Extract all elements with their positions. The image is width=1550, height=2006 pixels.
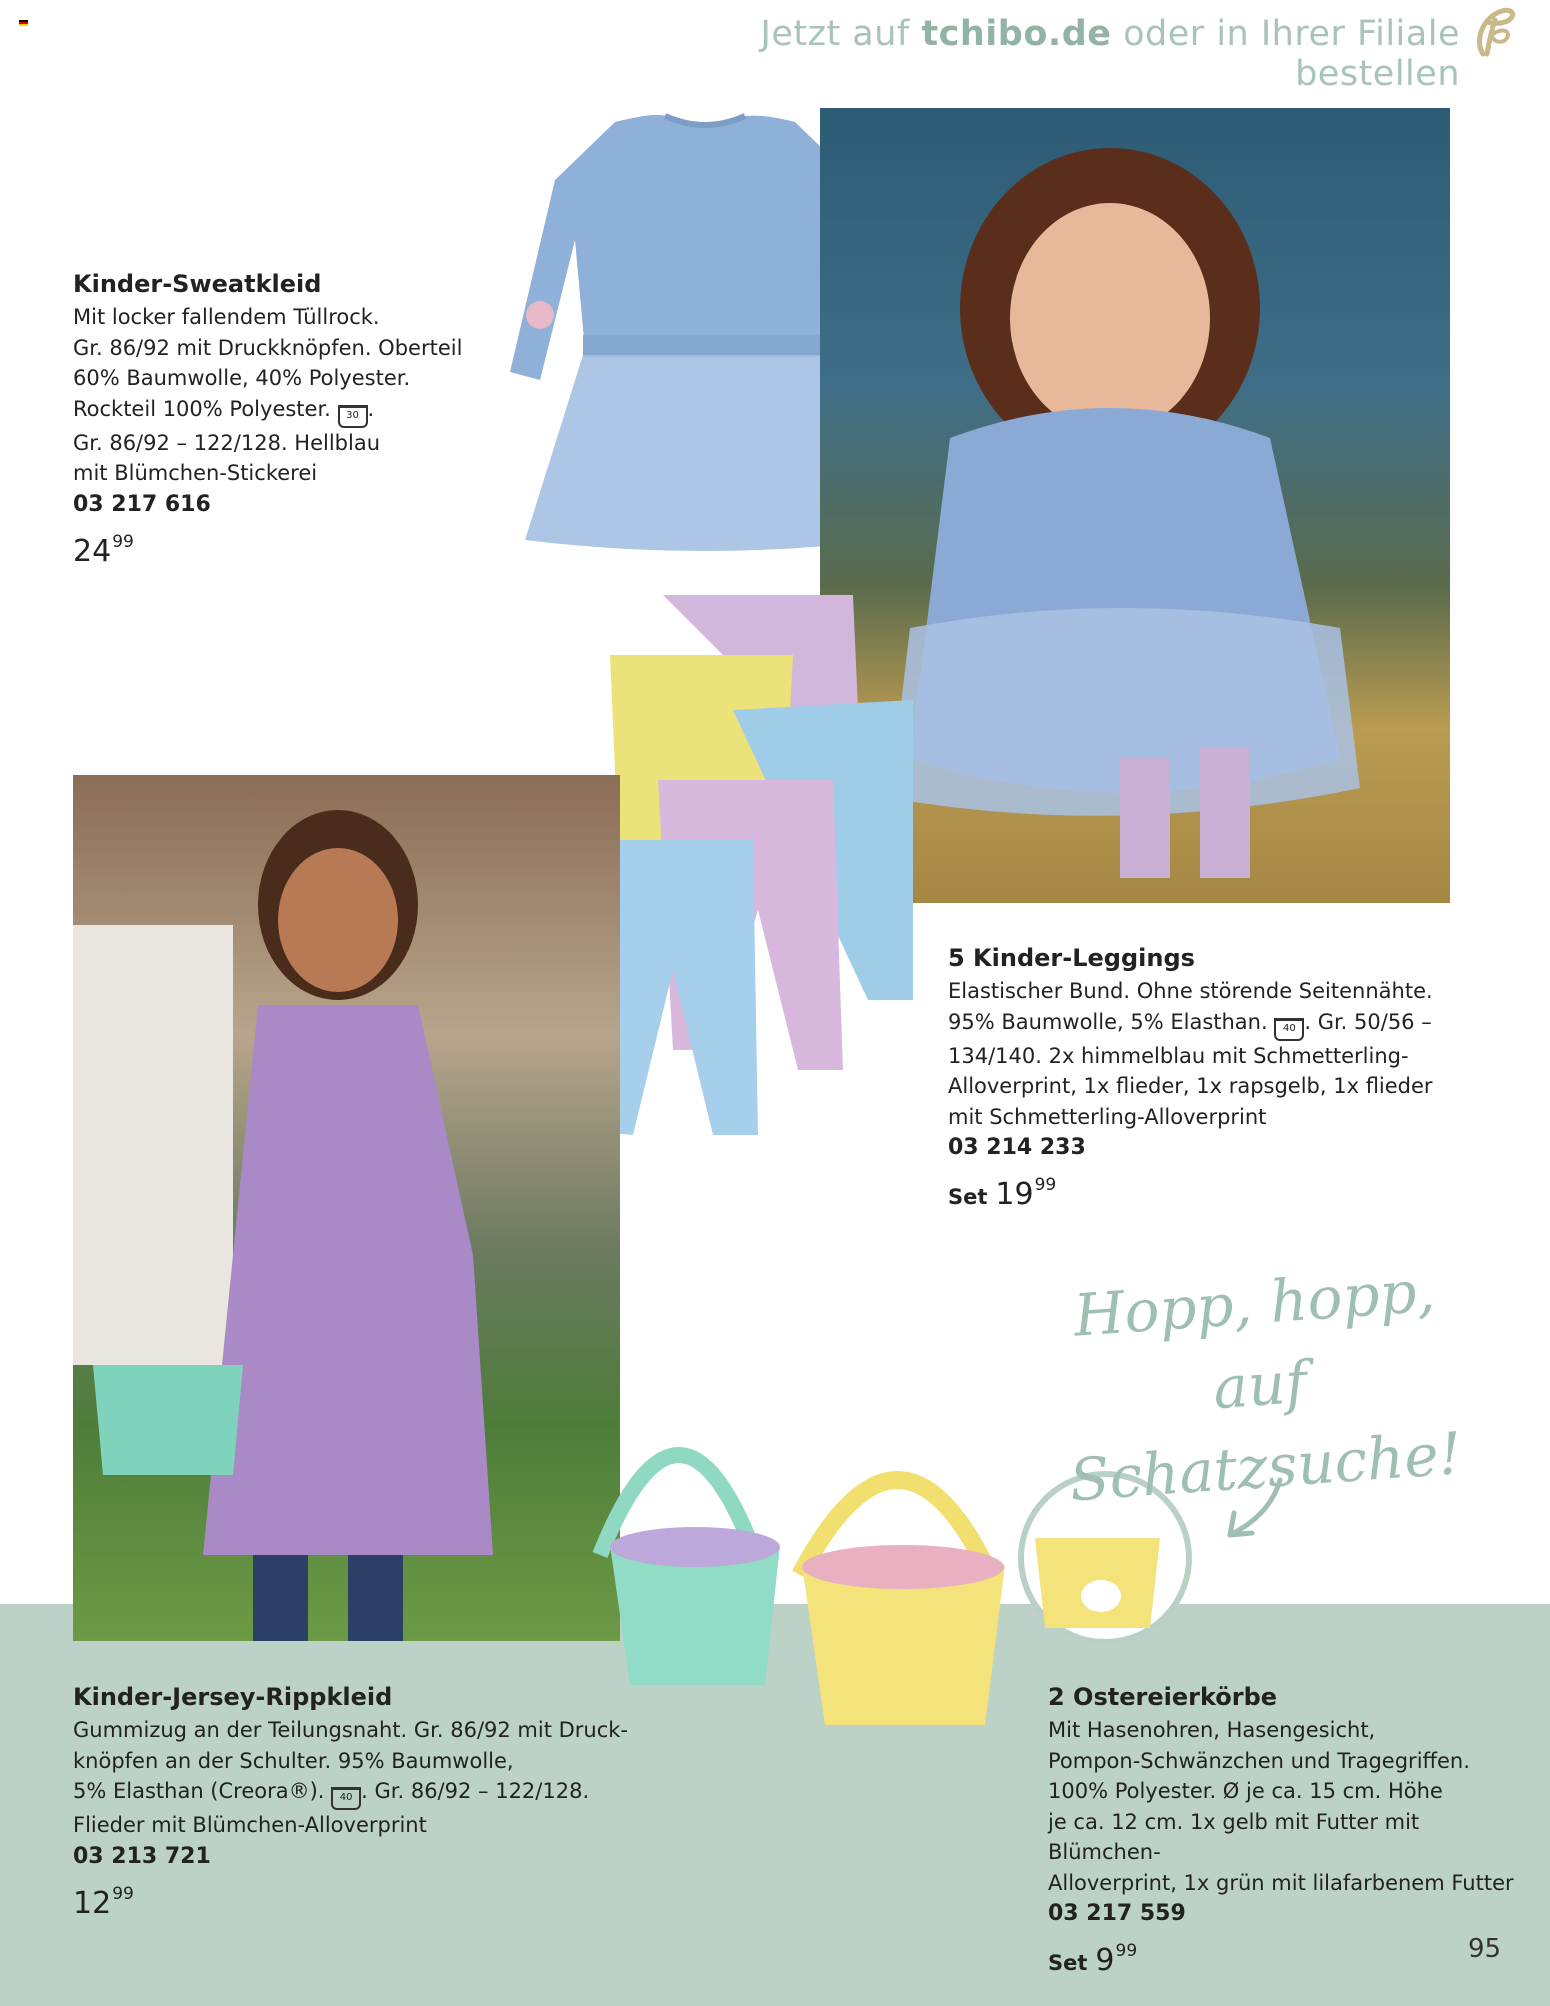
- sweatkleid-line: Rockteil 100% Polyester.: [73, 396, 331, 421]
- sweatkleid-line: 60% Baumwolle, 40% Polyester.: [73, 366, 411, 390]
- rippkleid-line: . Gr. 86/92 – 122/128.: [361, 1779, 590, 1803]
- leggings-product-image: [578, 590, 918, 1140]
- koerbe-line: Pompon-Schwänzchen und Tragegriffen.: [1048, 1748, 1470, 1773]
- leggings-line: mit Schmetterling-Alloverprint: [948, 1104, 1267, 1129]
- leggings-price: [948, 1175, 1468, 1212]
- leggings-line: Alloverprint, 1x flieder, 1x rapsgelb, 1x flieder: [948, 1074, 1433, 1098]
- header-banner: [600, 14, 1460, 94]
- koerbe-line: Mit Hasenohren, Hasengesicht,: [1048, 1718, 1376, 1742]
- rippkleid-title: Kinder-Jersey-Rippkleid: [73, 1683, 393, 1711]
- leggings-info: [948, 944, 1468, 1212]
- leggings-line: 95% Baumwolle, 5% Elasthan.: [948, 1009, 1268, 1034]
- sweatkleid-line: Gr. 86/92 – 122/128. Hellblau: [73, 430, 381, 455]
- leggings-article-number: 03 214 233: [948, 1135, 1086, 1160]
- koerbe-line: je ca. 12 cm. 1x gelb mit Futter mit Blümchen-: [1048, 1809, 1420, 1864]
- leggings-title: 5 Kinder-Leggings: [948, 944, 1195, 972]
- koerbe-line: 100% Polyester. Ø je ca. 15 cm. Höhe: [1048, 1779, 1443, 1803]
- wash-symbol-icon: 40: [1274, 1018, 1304, 1041]
- flag-icon: [19, 20, 28, 26]
- rippkleid-line: Flieder mit Blümchen-Alloverprint: [73, 1813, 427, 1837]
- sweatkleid-line: Gr. 86/92 mit Druckknöpfen. Oberteil: [73, 335, 463, 360]
- slogan-line-1: Hopp, hopp, auf: [1071, 1256, 1438, 1423]
- koerbe-info: [1048, 1683, 1528, 1978]
- koerbe-article-number: 03 217 559: [1048, 1901, 1186, 1926]
- price-cents: 99: [1034, 1175, 1057, 1195]
- rippkleid-info: [73, 1683, 633, 1921]
- rippkleid-article-number: 03 213 721: [73, 1843, 211, 1869]
- sweatkleid-article-number: 03 217 616: [73, 491, 211, 517]
- leggings-line: Elastischer Bund. Ohne störende Seitennähte.: [948, 979, 1433, 1003]
- wash-symbol-icon: 30: [338, 405, 368, 428]
- sweatkleid-title: Kinder-Sweatkleid: [73, 270, 322, 298]
- price-cents: 99: [1115, 1941, 1138, 1961]
- leggings-line: . Gr. 50/56 –: [1304, 1009, 1432, 1034]
- sweatkleid-info: Kinder-Sweatkleid Mit locker fallendem Tüllrock. Gr. 86/92 mit Druckknöpfen. Oberteil 60% Baumwolle, 40% Polyester. Rockteil 100% Polyester. 30 . Gr. 86/92 – 122/128. Hellblau mit Blümchen-Stickerei 03 217 616 $24^{99}$: [73, 270, 493, 569]
- set-label: Set: [1048, 1951, 1088, 1975]
- rippkleid-model-photo: [73, 775, 620, 1641]
- tchibo-logo-icon: [1465, 2, 1525, 62]
- koerbe-title: 2 Ostereierkörbe: [1048, 1683, 1278, 1711]
- koerbe-price: [1048, 1941, 1528, 1978]
- price-cents: 99: [112, 1883, 134, 1904]
- price-main: 9: [1095, 1943, 1115, 1978]
- price-cents: 99: [112, 531, 134, 552]
- slogan-line-2: Schatzsuche!: [1067, 1419, 1464, 1515]
- price-main: 12: [73, 1885, 112, 1921]
- rippkleid-line: knöpfen an der Schulter. 95% Baumwolle,: [73, 1748, 514, 1773]
- price-main: 24: [73, 533, 112, 569]
- rippkleid-line: 5% Elasthan (Creora®).: [73, 1779, 325, 1803]
- leggings-line: 134/140. 2x himmelblau mit Schmetterling-: [948, 1043, 1409, 1068]
- set-label: Set: [948, 1185, 988, 1209]
- rippkleid-price: [73, 1884, 633, 1921]
- price-main: 19: [995, 1177, 1034, 1212]
- arrow-icon: [1220, 1475, 1290, 1545]
- sweatkleid-line: Mit locker fallendem Tüllrock.: [73, 305, 380, 329]
- header-prefix: Jetzt auf: [760, 14, 910, 54]
- rippkleid-line: Gummizug an der Teilungsnaht. Gr. 86/92 mit Druck-: [73, 1718, 629, 1742]
- header-suffix: oder in Ihrer Filiale bestellen: [1123, 14, 1460, 94]
- ostereierkoerbe-product-image: [580, 1375, 1040, 1765]
- header-site-link[interactable]: tchibo.de: [921, 14, 1112, 54]
- sweatkleid-price: [73, 532, 493, 569]
- sweatkleid-line: mit Blümchen-Stickerei: [73, 461, 318, 485]
- koerbe-line: Alloverprint, 1x grün mit lilafarbenem Futter: [1048, 1870, 1514, 1895]
- wash-symbol-icon: 40: [331, 1787, 361, 1810]
- page-number: 95: [1468, 1934, 1502, 1964]
